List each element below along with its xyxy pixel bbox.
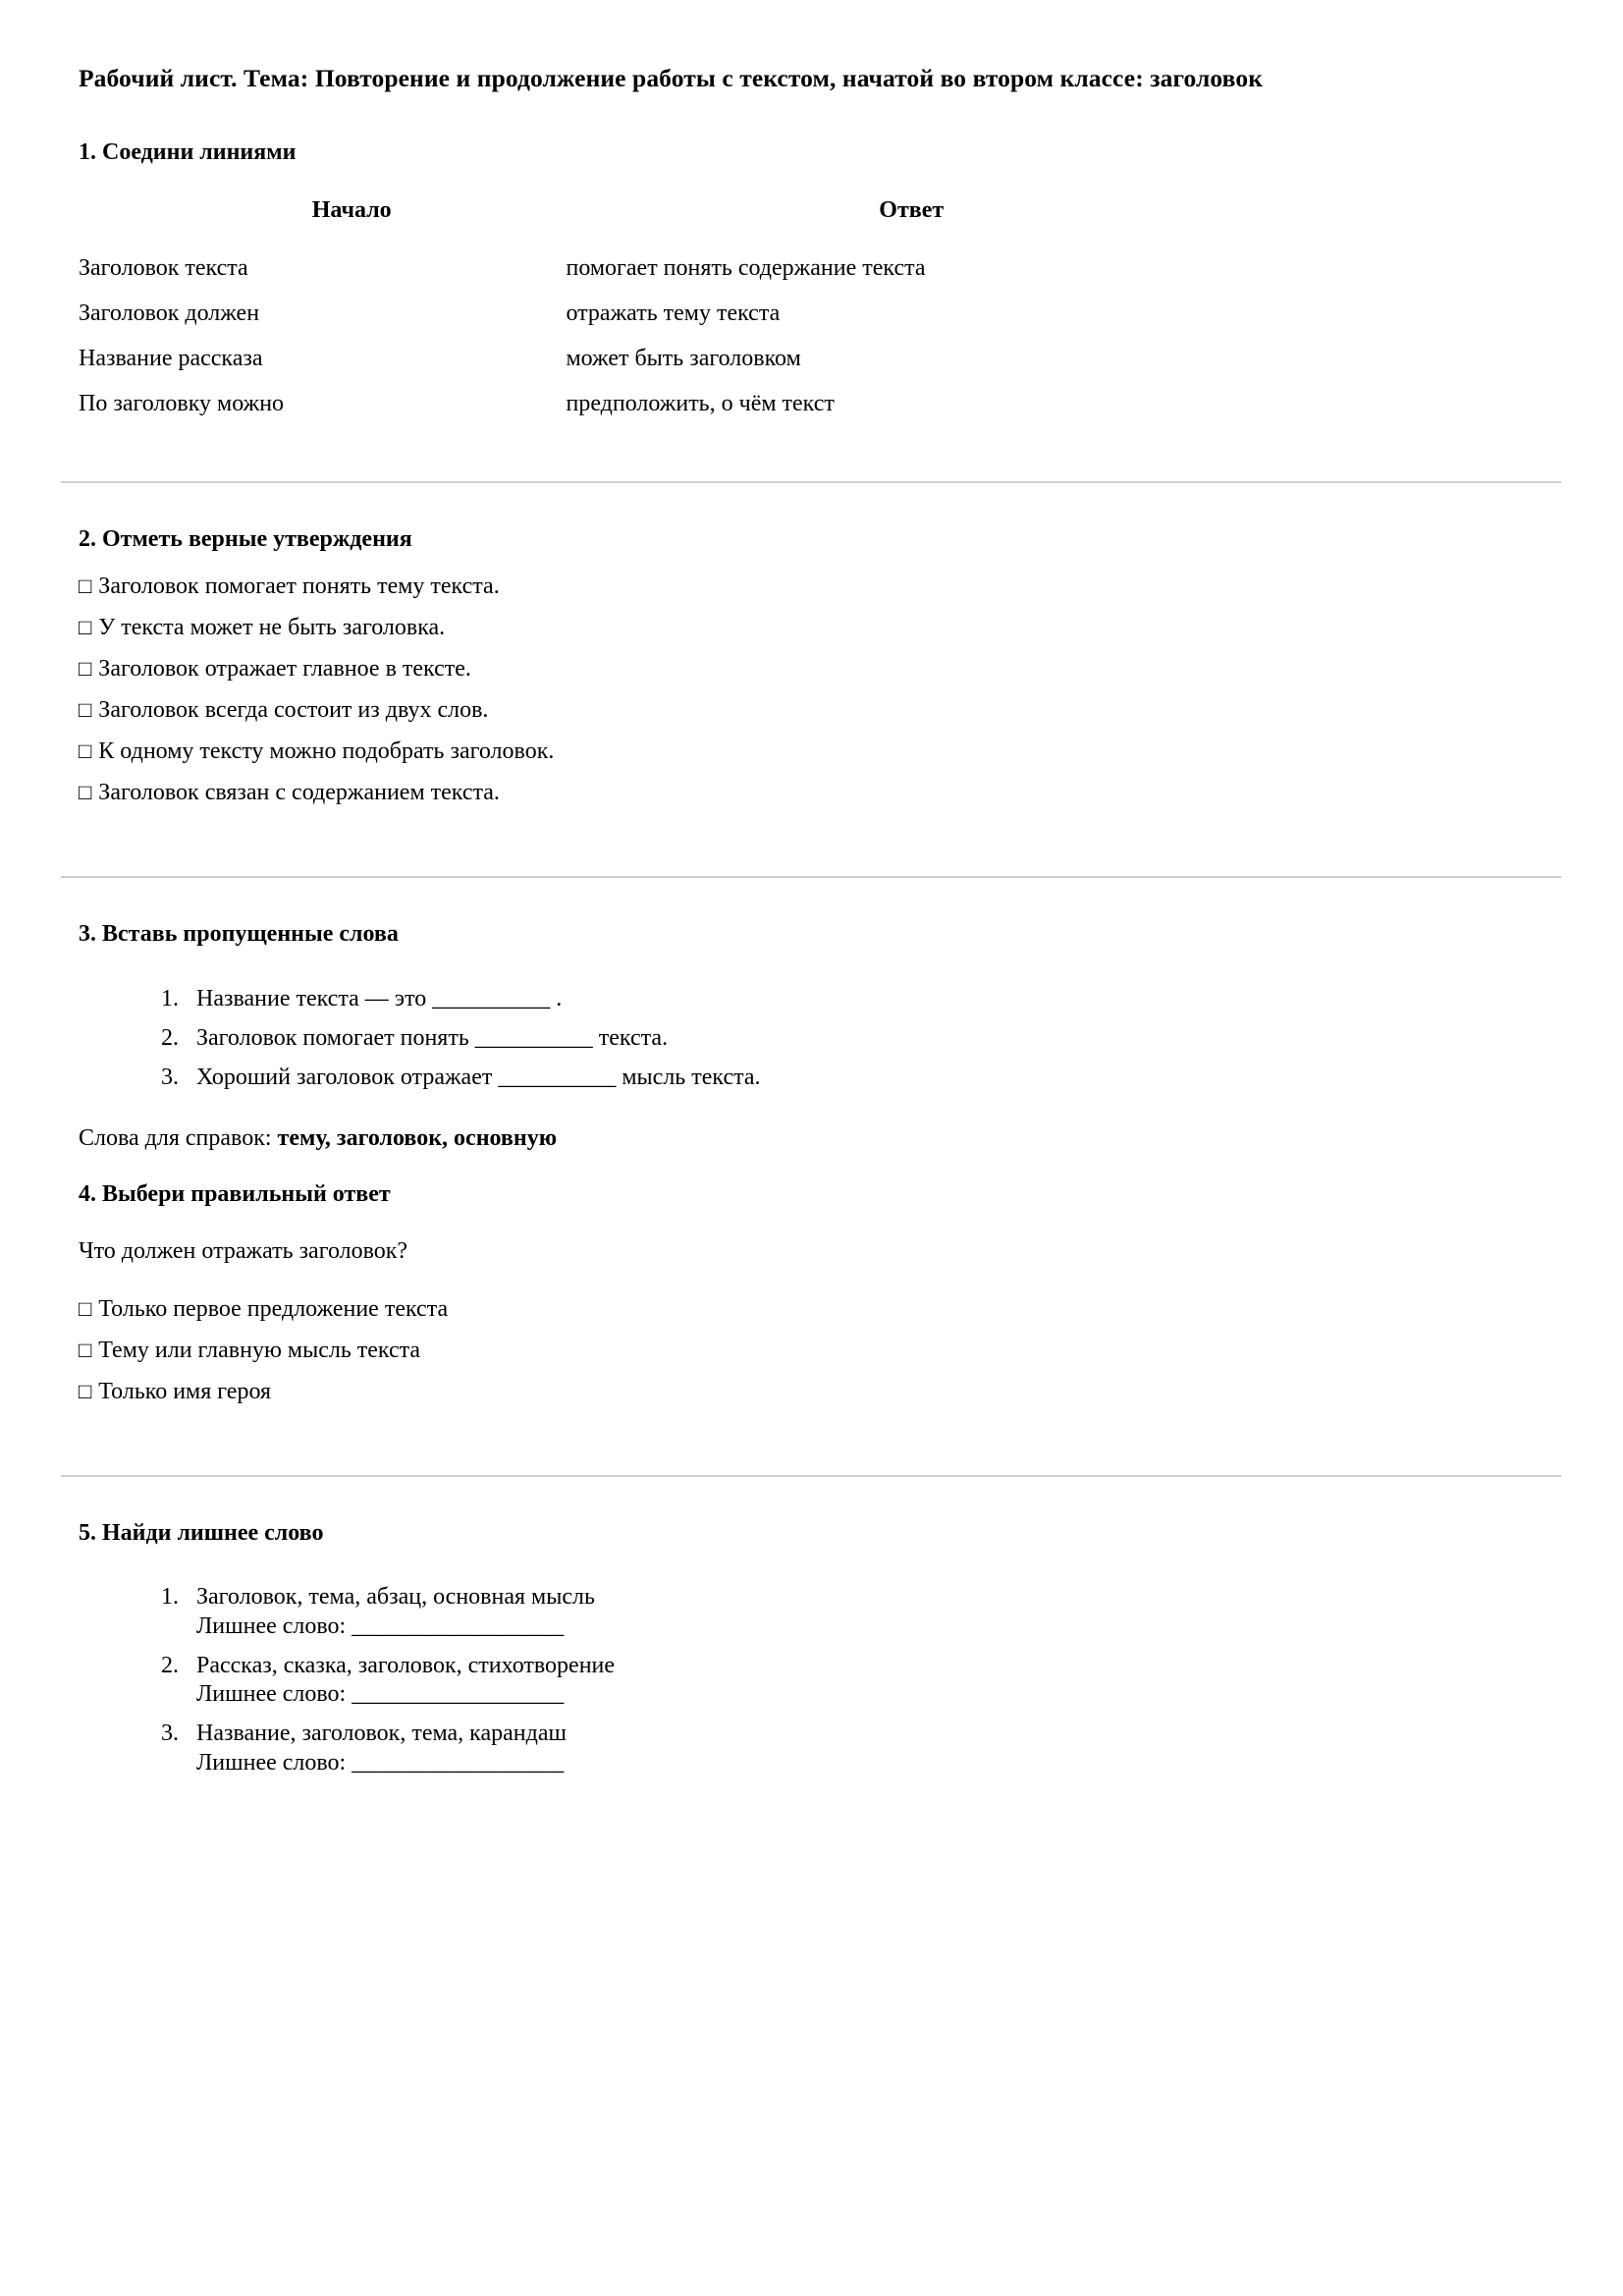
list-item[interactable] — [185, 1058, 1562, 1097]
section-heading-3: 3. Вставь пропущенные слова — [79, 920, 399, 947]
match-right-item[interactable]: предположить, о чём текст — [566, 391, 835, 417]
list-item[interactable] — [79, 607, 1562, 648]
fill-blank-list — [79, 979, 1562, 1097]
list-item[interactable] — [79, 1371, 1562, 1412]
statement-label: Заголовок помогает понять тему текста. — [98, 573, 500, 599]
list-item[interactable] — [185, 979, 1562, 1018]
fill-blank-text: Заголовок помогает понять __________ текста. — [196, 1024, 669, 1051]
page-title: Рабочий лист. Тема: Повторение и продолжение работы с текстом, начатой во втором классе: заголовок — [79, 64, 1263, 92]
section-heading-5: 5. Найди лишнее слово — [79, 1519, 324, 1546]
option-label: Тему или главную мысль текста — [98, 1337, 421, 1363]
list-item[interactable] — [79, 1288, 1562, 1330]
table-row[interactable] — [79, 381, 1257, 426]
answer-options-list — [79, 1288, 1562, 1412]
list-item[interactable] — [185, 1647, 1562, 1716]
option-label: Только имя героя — [98, 1378, 272, 1404]
statement-label: Заголовок всегда состоит из двух слов. — [98, 696, 489, 723]
table-row[interactable] — [79, 246, 1257, 291]
checkbox-icon[interactable]: □ — [79, 1337, 92, 1362]
match-table-header-row — [79, 197, 1257, 246]
match-right-item[interactable]: помогает понять содержание текста — [566, 255, 926, 282]
answer-line[interactable] — [196, 1680, 1562, 1710]
word-group: Рассказ, сказка, заголовок, стихотворение — [196, 1652, 616, 1678]
table-row[interactable] — [79, 291, 1257, 336]
checkbox-icon[interactable]: □ — [79, 1295, 92, 1321]
answer-blank[interactable]: __________________ — [352, 1613, 565, 1639]
answer-blank[interactable]: __________________ — [352, 1749, 565, 1776]
match-left-item[interactable]: Заголовок текста — [79, 255, 248, 282]
list-item[interactable] — [185, 1715, 1562, 1783]
match-left-item[interactable]: По заголовку можно — [79, 391, 285, 417]
statement-label: У текста может не быть заголовка. — [98, 614, 446, 640]
answer-label: Лишнее слово: — [196, 1681, 352, 1708]
checkbox-icon[interactable]: □ — [79, 696, 92, 722]
statement-label: Заголовок связан с содержанием текста. — [98, 779, 500, 805]
table-row[interactable] — [79, 336, 1257, 381]
column-header-right: Ответ — [879, 197, 945, 224]
checkbox-icon[interactable]: □ — [79, 573, 92, 598]
checkbox-icon[interactable]: □ — [79, 614, 92, 639]
match-left-item[interactable]: Название рассказа — [79, 346, 263, 372]
match-left-item[interactable]: Заголовок должен — [79, 301, 260, 327]
answer-line[interactable] — [196, 1613, 1562, 1642]
list-item[interactable] — [79, 1330, 1562, 1371]
answer-line[interactable] — [196, 1749, 1562, 1778]
word-group: Заголовок, тема, абзац, основная мысль — [196, 1584, 595, 1611]
list-item[interactable] — [185, 1018, 1562, 1058]
statements-checklist — [79, 566, 1562, 813]
reference-words-value: тему, заголовок, основную — [277, 1124, 558, 1151]
statement-label: К одному тексту можно подобрать заголовок. — [98, 738, 555, 764]
option-label: Только первое предложение текста — [98, 1295, 449, 1322]
fill-blank-text: Хороший заголовок отражает __________ мысль текста. — [196, 1064, 761, 1090]
match-right-item[interactable]: может быть заголовком — [566, 346, 801, 372]
statement-label: Заголовок отражает главное в тексте. — [98, 655, 471, 682]
list-item[interactable] — [79, 772, 1562, 813]
word-group: Название, заголовок, тема, карандаш — [196, 1721, 567, 1747]
checkbox-icon[interactable]: □ — [79, 655, 92, 681]
answer-blank[interactable]: __________________ — [352, 1681, 565, 1708]
checkbox-icon[interactable]: □ — [79, 779, 92, 804]
reference-words-label: Слова для справок: — [79, 1124, 278, 1151]
list-item[interactable] — [79, 731, 1562, 772]
list-item[interactable] — [185, 1578, 1562, 1647]
section4-question: Что должен отражать заголовок? — [79, 1237, 408, 1264]
checkbox-icon[interactable]: □ — [79, 738, 92, 763]
section-heading-1: 1. Соедини линиями — [79, 139, 297, 166]
section-heading-4: 4. Выбери правильный ответ — [79, 1180, 391, 1207]
fill-blank-text: Название текста — это __________ . — [196, 985, 563, 1011]
odd-word-out-list — [79, 1578, 1562, 1783]
match-right-item[interactable]: отражать тему текста — [566, 301, 781, 327]
column-header-left: Начало — [311, 197, 392, 224]
list-item[interactable] — [79, 689, 1562, 731]
section-heading-2: 2. Отметь верные утверждения — [79, 526, 412, 553]
reference-words-line — [79, 1126, 1562, 1150]
checkbox-icon[interactable]: □ — [79, 1378, 92, 1403]
answer-label: Лишнее слово: — [196, 1749, 352, 1776]
list-item[interactable] — [79, 648, 1562, 689]
answer-label: Лишнее слово: — [196, 1613, 352, 1639]
match-table — [79, 197, 1257, 426]
list-item[interactable] — [79, 566, 1562, 607]
